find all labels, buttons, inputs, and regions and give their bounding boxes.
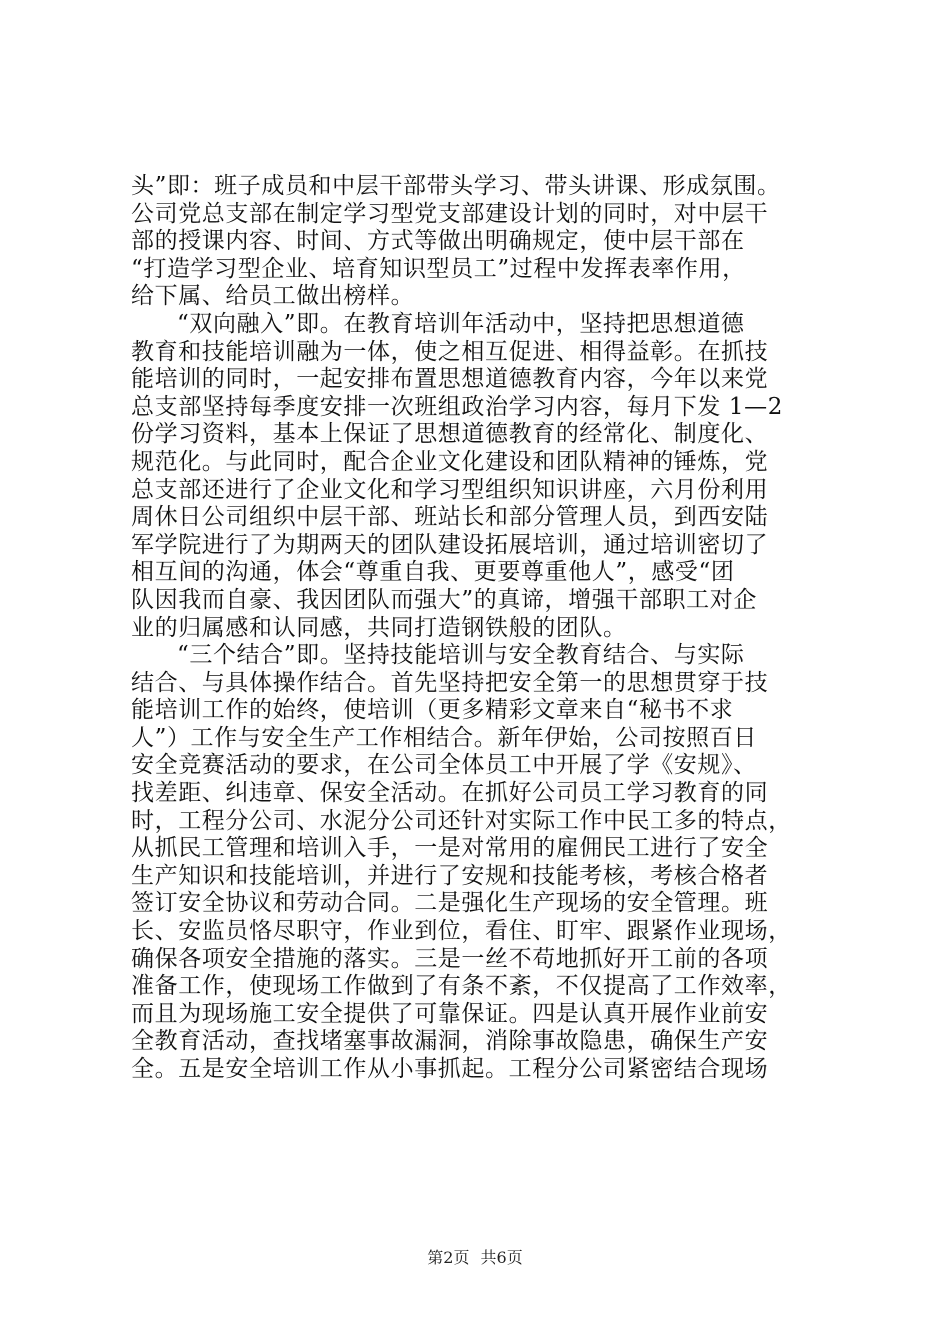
page-footer: [0, 1245, 950, 1268]
text-line: 生产知识和技能培训，并进行了安规和技能考核，考核合格者: [131, 862, 769, 889]
text-line: 而且为现场施工安全提供了可靠保证。四是认真开展作业前安: [131, 1000, 769, 1027]
text-line: 给下属、给员工做出榜样。: [131, 283, 415, 310]
text-line: 准备工作，使现场工作做到了有条不紊，不仅提高了工作效率，: [131, 973, 792, 1000]
text-line: 签订安全协议和劳动合同。二是强化生产现场的安全管理。班: [131, 890, 769, 917]
paragraph-start-line: “双向融入”即。在教育培训年活动中，坚持把思想道德: [177, 310, 745, 337]
text-line: 全教育活动，查找堵塞事故漏洞，消除事故隐患，确保生产安: [131, 1028, 769, 1055]
text-line: “打造学习型企业、培育知识型员工”过程中发挥表率作用，: [131, 255, 746, 282]
text-line: 相互间的沟通，体会“尊重自我、更要尊重他人”，感受“团: [131, 559, 735, 586]
text-line: 头”即：班子成员和中层干部带头学习、带头讲课、形成氛围。: [131, 173, 781, 199]
text-line: 总支部坚持每季度安排一次班组政治学习内容，每月下发 1—2: [131, 393, 783, 420]
text-line: 规范化。与此同时，配合企业文化建设和团队精神的锤炼，党: [131, 448, 769, 475]
text-line: 业的归属感和认同感，共同打造钢铁般的团队。: [131, 614, 627, 641]
text-line: 找差距、纠违章、保安全活动。在抓好公司员工学习教育的同: [131, 780, 769, 807]
text-line: 军学院进行了为期两天的团队建设拓展培训，通过培训密切了: [131, 531, 769, 558]
text-line: 安全竞赛活动的要求，在公司全体员工中开展了学《安规》、: [131, 752, 757, 779]
text-line: 确保各项安全措施的落实。三是一丝不苟地抓好开工前的各项: [131, 945, 769, 972]
text-line: 从抓民工管理和培训入手，一是对常用的雇佣民工进行了安全: [131, 835, 769, 862]
text-line: 份学习资料，基本上保证了思想道德教育的经常化、制度化、: [131, 421, 769, 448]
text-line: 长、安监员恪尽职守，作业到位，看住、盯牢、跟紧作业现场，: [131, 918, 792, 945]
text-line: 能培训工作的始终，使培训（更多精彩文章来自“秘书不求: [131, 697, 734, 724]
body-text: [131, 173, 833, 1084]
text-line: 全。五是安全培训工作从小事抓起。工程分公司紧密结合现场: [131, 1056, 769, 1082]
text-line: 队因我而自豪、我因团队而强大”的真谛，增强干部职工对企: [131, 586, 757, 613]
text-line: 周休日公司组织中层干部、班站长和部分管理人员，到西安陆: [131, 504, 769, 531]
text-line: 公司党总支部在制定学习型党支部建设计划的同时，对中层干: [131, 200, 769, 227]
text-line: 时，工程分公司、水泥分公司还针对实际工作中民工多的特点，: [131, 807, 792, 834]
page-number: 第2页: [427, 1248, 470, 1267]
text-line: 部的授课内容、时间、方式等做出明确规定，使中层干部在: [131, 228, 745, 255]
paragraph-start-line: “三个结合”即。坚持技能培训与安全教育结合、与实际: [177, 642, 745, 669]
text-line: 能培训的同时，一起安排布置思想道德教育内容，今年以来党: [131, 366, 769, 393]
text-line: 总支部还进行了企业文化和学习型组织知识讲座，六月份利用: [131, 476, 769, 503]
text-line: 人”）工作与安全生产工作相结合。新年伊始，公司按照百日: [131, 724, 757, 751]
page-total: 共6页: [480, 1248, 523, 1267]
text-line: 结合、与具体操作结合。首先坚持把安全第一的思想贯穿于技: [131, 669, 769, 696]
text-line: 教育和技能培训融为一体，使之相互促进、相得益彰。在抓技: [131, 338, 769, 365]
